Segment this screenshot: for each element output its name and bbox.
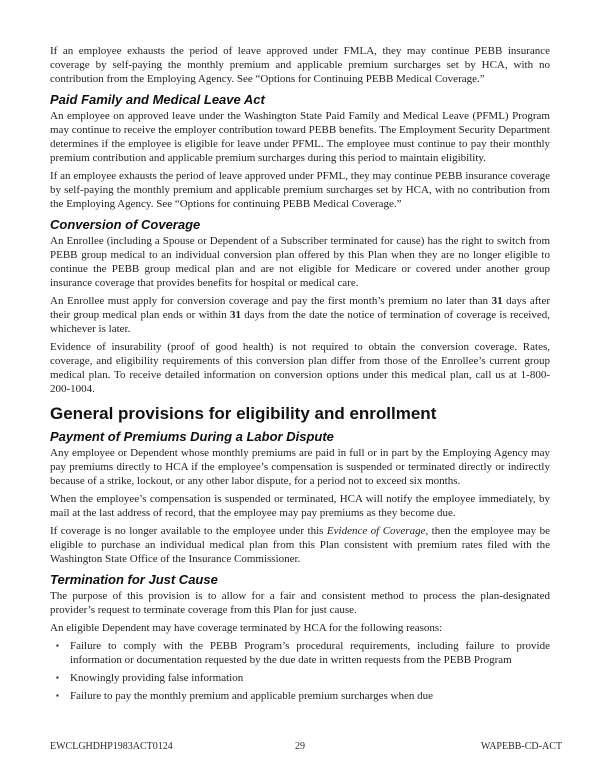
conversion-deadline-text-pre: An Enrollee must apply for conversion coverage and pay the first month’s premium no later than: [50, 295, 492, 307]
footer-plan-code: WAPEBB-CD-ACT: [480, 741, 562, 752]
paragraph-pfml-exhaust: If an employee exhausts the period of leave approved under PFML, they may continue PEBB insurance coverage by self-paying the monthly premium and applicable premium surcharges set by HCA, with no contribution from the Employing Agency. See “Options for continuing PEBB Medical Coverage.”: [50, 170, 550, 210]
conversion-deadline-days-1: 31: [491, 295, 503, 307]
list-item: [50, 671, 550, 685]
labor-coverage-text-post: , then the employee may be eligible to purchase an individual medical plan from this Plan consistent with premium rates filed with the Washington State Office of the Insurance Commissioner.: [50, 525, 550, 565]
bullet-icon: ▪: [56, 641, 59, 650]
evidence-of-coverage-title: Evidence of Coverage: [326, 525, 426, 537]
paragraph-labor-dispute-premiums: Any employee or Dependent whose monthly premiums are paid in full or in part by the Employing Agency may pay premiums directly to HCA if the employee’s compensation is suspended or terminated directly or indirectly because of a strike, lockout, or any other labor dispute, for a period not to exceed six months.: [50, 447, 550, 487]
heading-paid-family-medical-leave-act: Paid Family and Medical Leave Act: [50, 92, 265, 107]
paragraph-pfml-contribution: An employee on approved leave under the Washington State Paid Family and Medical Leave (PFML) Program may continue to receive the employer contribution toward PEBB benefits. The Employment Security Department determines if the employee is eligible for leave under PFML. The employee must continue to pay their monthly premium contribution and applicable premium surcharges during this period to maintain eligibility.: [50, 110, 550, 164]
paragraph-termination-purpose: The purpose of this provision is to allow for a fair and consistent method to process the plan-designated provider’s request to terminate coverage from this Plan for just cause.: [50, 590, 550, 616]
list-item: [50, 639, 550, 667]
page-footer: [50, 741, 562, 752]
list-item: [50, 689, 550, 703]
conversion-deadline-days-2: 31: [229, 309, 241, 321]
footer-page-number: 29: [295, 741, 305, 752]
paragraph-fmla-exhaust: If an employee exhausts the period of leave approved under FMLA, they may continue PEBB insurance coverage by self-paying the monthly premium and applicable premium surcharges set by HCA, with no contribution from the Employing Agency. See “Options for Continuing PEBB Medical Coverage.”: [50, 45, 550, 85]
heading-conversion-of-coverage: Conversion of Coverage: [50, 217, 201, 232]
labor-coverage-text-pre: If coverage is no longer available to the employee under this: [50, 525, 327, 537]
footer-document-code: EWCLGHDHP1983ACT0124: [50, 741, 173, 752]
bullet-text-procedural-requirements: Failure to comply with the PEBB Program’s procedural requirements, including failure to provide information or documentation requested by the due date in written requests from the PEBB Program: [70, 640, 550, 666]
paragraph-labor-dispute-notify: When the employee’s compensation is suspended or terminated, HCA will notify the employee immediately, by mail at the last address of record, that the employee may pay premiums as they become due.: [50, 493, 550, 519]
paragraph-conversion-eligibility: An Enrollee (including a Spouse or Dependent of a Subscriber terminated for cause) has the right to switch from PEBB group medical to an individual conversion plan offered by this Plan when they are no longer eligible to continue the PEBB group medical plan and are not eligible for Medicare or covered under another group insurance coverage that provides benefits for hospital or medical care.: [50, 235, 550, 289]
conversion-deadline-text-post: days from the date the notice of termination of coverage is received, whichever is later.: [50, 309, 550, 335]
page-content: [50, 44, 550, 707]
paragraph-conversion-insurability: Evidence of insurability (proof of good health) is not required to obtain the conversion coverage. Rates, coverage, and eligibility requirements of this conversion plan differ from those of the Enrollee’s current group medical plan. To receive detailed information on conversion options under this medical plan, call us at 1-800-200-1004.: [50, 341, 550, 395]
paragraph-conversion-deadline: [50, 294, 550, 336]
bullet-text-false-information: Knowingly providing false information: [70, 672, 244, 684]
heading-termination-for-just-cause: Termination for Just Cause: [50, 572, 218, 587]
bullet-icon: ▪: [56, 673, 59, 682]
paragraph-labor-dispute-coverage: [50, 524, 550, 566]
bullet-icon: ▪: [56, 691, 59, 700]
conversion-deadline-text-mid: days after their group medical plan ends or within: [50, 295, 550, 321]
bullet-text-failure-to-pay: Failure to pay the monthly premium and applicable premium surcharges when due: [70, 690, 434, 702]
paragraph-termination-reasons-intro: An eligible Dependent may have coverage terminated by HCA for the following reasons:: [50, 622, 443, 634]
heading-payment-premiums-labor-dispute: Payment of Premiums During a Labor Dispute: [50, 429, 334, 444]
heading-general-provisions: General provisions for eligibility and enrollment: [50, 404, 437, 423]
